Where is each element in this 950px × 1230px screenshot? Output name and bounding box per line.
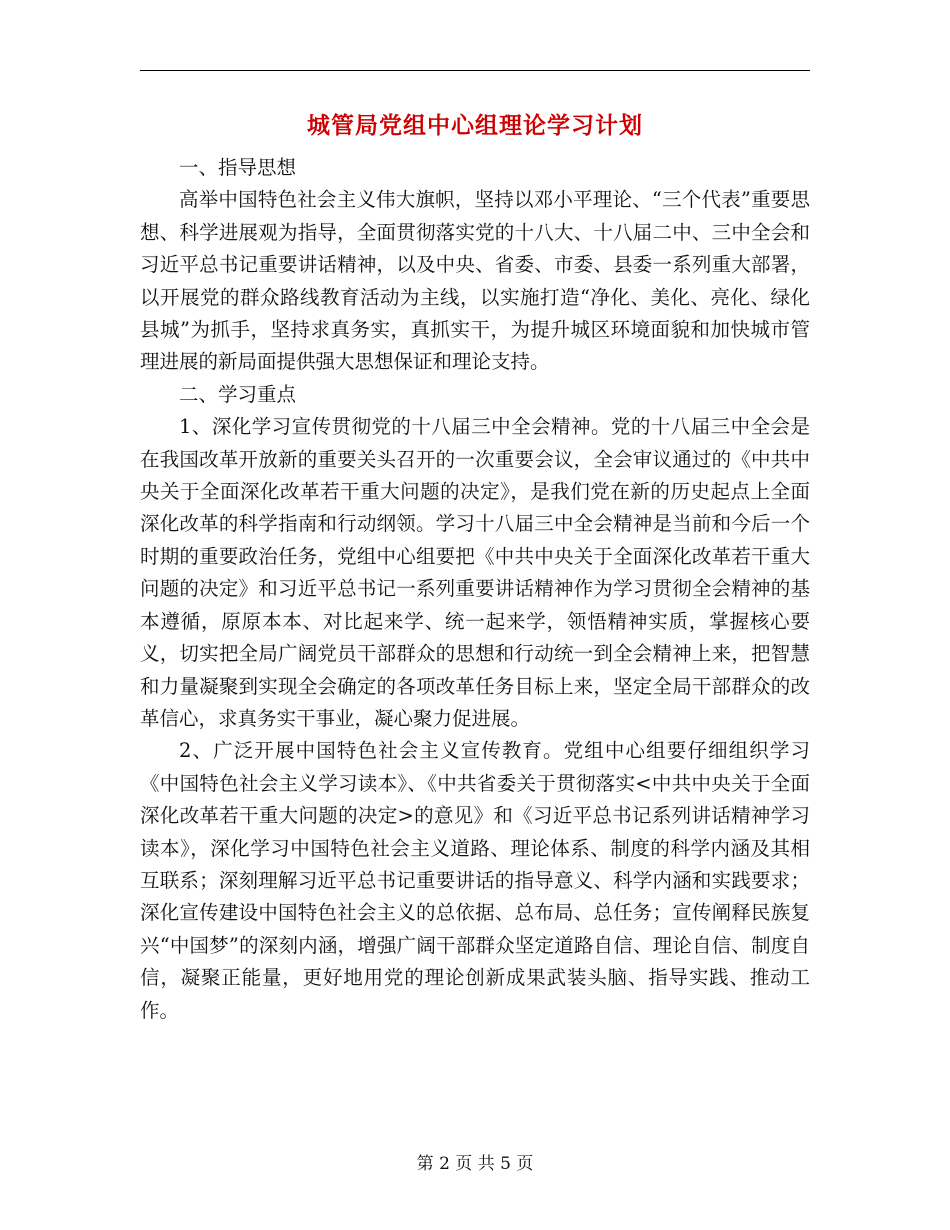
paragraph-guiding-ideology: 高举中国特色社会主义伟大旗帜，坚持以邓小平理论、“三个代表”重要思想、科学进展观为指导，全面贯彻落实党的十八大、十八届二中、三中全会和习近平总书记重要讲话精神，以及中央、省委、市委、县委一系列重大部署，以开展党的群众路线教育活动为主线，以实施打造“净化、美化、亮化、绿化县城”为抓手，坚持求真务实，真抓实干，为提升城区环境面貌和加快城市管理进展的新局面提供强大思想保证和理论支持。	[140, 188, 810, 374]
document-body	[140, 152, 810, 1027]
paragraph-study-focus-1: 1、深化学习宣传贯彻党的十八届三中全会精神。党的十八届三中全会是在我国改革开放新的重要关头召开的一次重要会议，全会审议通过的《中共中央关于全面深化改革若干重大问题的决定》，是我们党在新的历史起点上全面深化改革的科学指南和行动纲领。学习十八届三中全会精神是当前和今后一个时期的重要政治任务，党组中心组要把《中共中央关于全面深化改革若干重大问题的决定》和习近平总书记一系列重要讲话精神作为学习贯彻全会精神的基本遵循，原原本本、对比起来学、统一起来学，领悟精神实质，掌握核心要义，切实把全局广阔党员干部群众的思想和行动统一到全会精神上来，把智慧和力量凝聚到实现全会确定的各项改革任务目标上来，坚定全局干部群众的改革信心，求真务实干事业，凝心聚力促进展。	[140, 415, 810, 730]
section-heading-study-focus: 二、学习重点	[179, 382, 297, 406]
document-title: 城管局党组中心组理论学习计划	[307, 112, 643, 139]
paragraph-study-focus-2: 2、广泛开展中国特色社会主义宣传教育。党组中心组要仔细组织学习《中国特色社会主义学习读本》、《中共省委关于贯彻落实<中共中央关于全面深化改革若干重大问题的决定>的意见》和《习近平总书记系列讲话精神学习读本》，深化学习中国特色社会主义道路、理论体系、制度的科学内涵及其相互联系；深刻理解习近平总书记重要讲话的指导意义、科学内涵和实践要求；深化宣传建设中国特色社会主义的总依据、总布局、总任务；宣传阐释民族复兴“中国梦”的深刻内涵，增强广阔干部群众坚定道路自信、理论自信、制度自信，凝聚正能量，更好地用党的理论创新成果武装头脑、指导实践、推动工作。	[140, 739, 810, 1022]
header-rule	[140, 70, 810, 71]
section-heading-guiding-ideology: 一、指导思想	[179, 156, 297, 179]
page-number-footer: 第 2 页 共 5 页	[416, 1154, 534, 1174]
